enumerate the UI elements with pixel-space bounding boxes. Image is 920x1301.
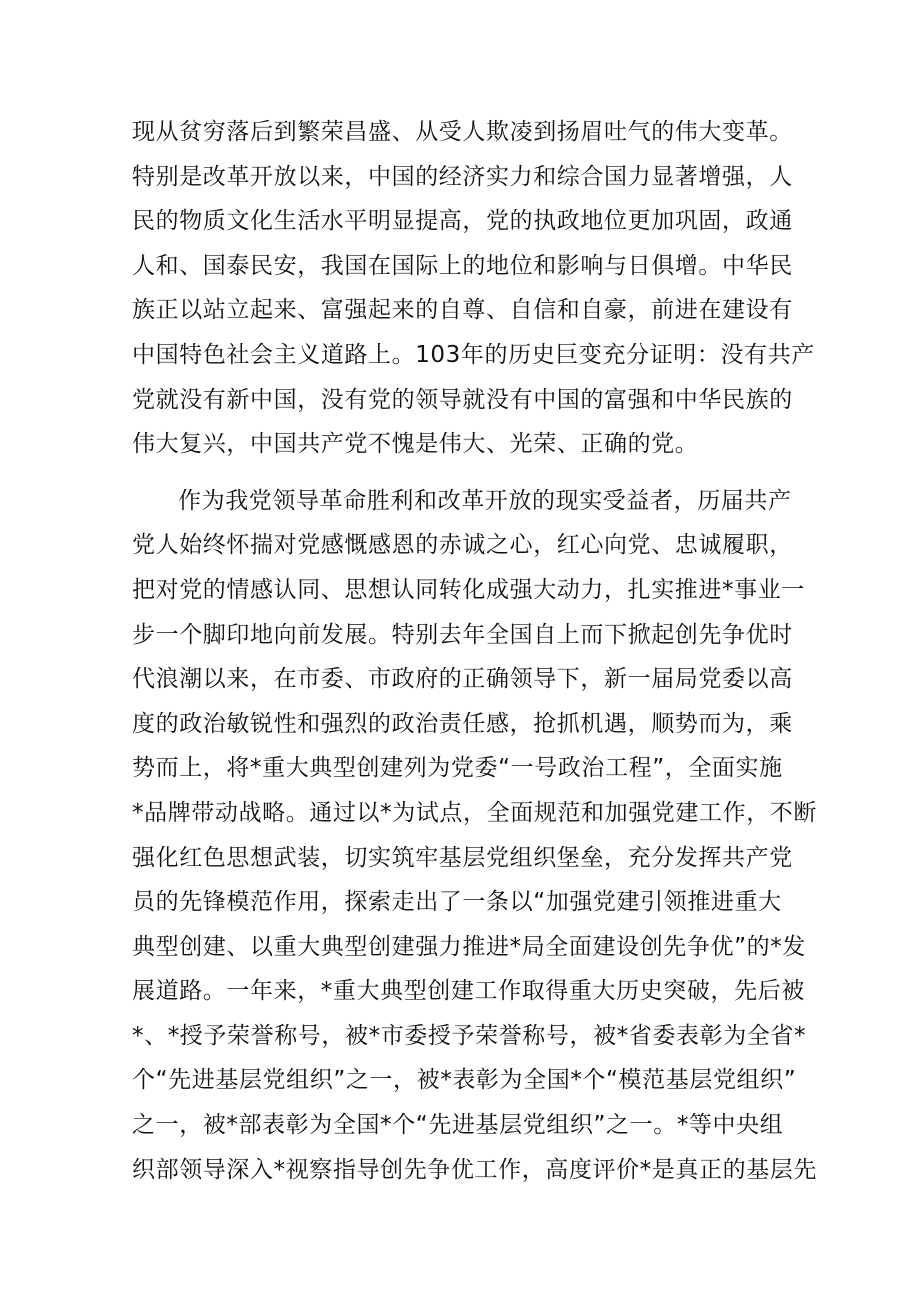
text-line: *品牌带动战略。通过以*为试点，全面规范和加强党建工作，不断 (132, 799, 817, 826)
paragraph-1 (132, 110, 815, 467)
text-line: 步一个脚印地向前发展。特别去年全国自上而下掀起创先争优时 (132, 621, 793, 648)
text-line: 展道路。一年来，*重大典型创建工作取得重大历史突破，先后被 (132, 978, 805, 1005)
text-line: 之一，被*部表彰为全国*个“先进基层党组织”之一。*等中央组 (132, 1112, 784, 1139)
text-line: 把对党的情感认同、思想认同转化成强大动力，扎实推进*事业一 (132, 576, 805, 603)
text-line-first: 作为我党领导革命胜利和改革开放的现实受益者，历届共产 (178, 487, 792, 514)
text-line: 现从贫穷落后到繁荣昌盛、从受人欺凌到扬眉吐气的伟大变革。 (132, 119, 793, 145)
text-line: 强化红色思想武装，切实筑牢基层党组织堡垒，充分发挥共产党 (132, 844, 793, 871)
text-line: 度的政治敏锐性和强烈的政治责任感，抢抓机遇，顺势而为，乘 (132, 710, 793, 737)
text-line: 特别是改革开放以来，中国的经济实力和综合国力显著增强，人 (132, 163, 793, 190)
text-line: 势而上，将*重大典型创建列为党委“一号政治工程”，全面实施 (132, 755, 783, 782)
text-line: 伟大复兴，中国共产党不愧是伟大、光荣、正确的党。 (132, 431, 699, 458)
text-line: 织部领导深入*视察指导创先争优工作，高度评价*是真正的基层先 (132, 1156, 817, 1183)
text-line: *、*授予荣誉称号，被*市委授予荣誉称号，被*省委表彰为全省* (132, 1022, 807, 1049)
text-line: 个“先进基层党组织”之一，被*表彰为全国*个“模范基层党组织” (132, 1067, 797, 1094)
text-line: 代浪潮以来，在市委、市政府的正确领导下，新一届局党委以高 (132, 666, 793, 693)
text-line: 典型创建、以重大典型创建强力推进*局全面建设创先争优”的*发 (132, 933, 806, 960)
text-line: 人和、国泰民安，我国在国际上的地位和影响与日俱增。中华民 (132, 252, 793, 279)
text-line: 民的物质文化生活水平明显提高，党的执政地位更加巩固，政通 (132, 208, 793, 235)
paragraph-2 (132, 479, 817, 1193)
paragraph-gap (132, 467, 794, 479)
text-line: 族正以站立起来、富强起来的自尊、自信和自豪，前进在建设有 (132, 297, 793, 324)
text-line: 党人始终怀揣对党感慨感恩的赤诚之心，红心向党、忠诚履职， (132, 532, 793, 559)
text-line: 中国特色社会主义道路上。103年的历史巨变充分证明：没有共产 (132, 341, 815, 368)
body-text (132, 110, 817, 1192)
text-line: 党就没有新中国，没有党的领导就没有中国的富强和中华民族的 (132, 386, 793, 413)
text-line: 员的先锋模范作用，探索走出了一条以“加强党建引领推进重大 (132, 889, 782, 916)
